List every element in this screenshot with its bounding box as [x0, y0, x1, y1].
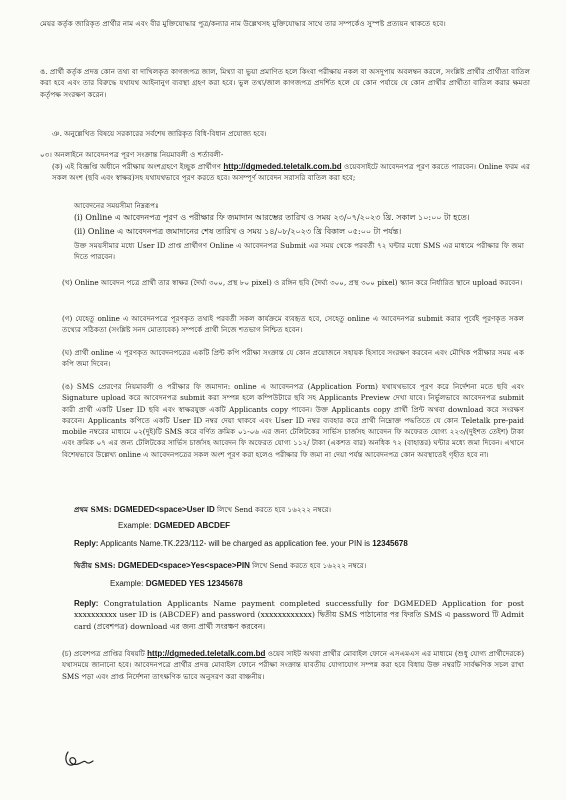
sms-first-line	[74, 504, 524, 515]
paragraph-text: মেয়র কর্তৃক জারিকৃত প্রার্থীর নাম এবং বীর মুক্তিযোদ্ধার পুত্র/কন্যার নাম উল্লেখসহ মুক্তিযোদ্ধার সাথে তার সম্পর্কেও সুস্পষ্ট প্রত্যয়ন থাকতে হবে।	[40, 19, 446, 28]
example-second-label: Example:	[110, 579, 144, 588]
website-link[interactable]: http://dgmeded.teletalk.com.bd	[223, 162, 342, 171]
example-second-code: DGMEDED YES 12345678	[145, 579, 243, 588]
sms-first-format: DGMEDED<space>User ID	[113, 505, 215, 514]
sms-second-line	[74, 560, 524, 571]
paragraph-text: ওয়েব সাইট অথবা প্রার্থীর মোবাইল ফোনে এসএমএস এর মাধ্যমে (শুধু যোগ্য প্রার্থীদেরকে) যথাসময়ে জানানো হবে। আবেদনপত্রে প্রার্থীর প্রদত্ত মোবাইল ফোনে পরীক্ষা সংক্রান্ত যাবতীয় যোগাযোগ সম্পন্ন করা হবে বিধায় উক্ত নম্বরটি সার্বক্ষণিক সচল রাখা SMS পড়া এবং প্রাপ্ত নির্দেশনা তাৎক্ষণিক ভাবে অনুসরণ করা বাঞ্চনীয়।	[62, 649, 525, 681]
paragraph-ka	[52, 161, 530, 184]
sms-second-instruction: লিখে Send করতে হবে ১৬২২২ নম্বরে।	[249, 561, 367, 570]
reply-first-text: Applicants Name.TK.223/112- will be charged as application fee. your PIN is	[98, 539, 373, 548]
website-link[interactable]: http://dgmeded.teletalk.com.bd	[147, 649, 266, 658]
sms-first-instruction: লিখে Send করতে হবে ১৬২২২ নম্বরে।	[214, 505, 332, 514]
paragraph-text: (ঘ) প্রার্থী online এ পূরণকৃত আবেদনপত্রের একটি প্রিন্ট কপি পরীক্ষা সংক্রান্ত যে কোন প্রয়োজনে সহায়ক হিসাবে সংরক্ষণ করবেন এবং মৌখিক পরীক্ষার সময় এক কপি জমা দিবেন।	[62, 348, 524, 369]
paragraph-gha	[62, 347, 524, 370]
paragraph-nga	[40, 66, 530, 100]
paragraph-text: (ক) এই বিজ্ঞপ্তি অধীনে পরীক্ষায় অংশগ্রহণে ইচ্ছুক প্রার্থীগণ	[52, 162, 224, 171]
deadline-end	[74, 226, 524, 237]
section-heading-text: ০৩। অনলাইনে আবেদনপত্র পূরণ সংক্রান্ত নিয়মাবলী ও শর্তাবলী-	[40, 150, 224, 159]
deadline-start-text: (i) Online এ আবেদনপত্র পূরণ ও পরীক্ষার ফি জমাদান আরম্ভের তারিখ ও সময় ২৩/০৭/২০২৩ খ্রি. সকাল ১০:০০ টা হতে।	[74, 213, 470, 222]
reply-second-paragraph	[74, 598, 524, 632]
example-first-code: DGMEDED ABCDEF	[153, 521, 231, 530]
paragraph-uma	[62, 381, 524, 460]
paragraph-text: (চ) প্রবেশপত্র প্রাপ্তির বিষয়টি	[62, 649, 148, 658]
paragraph-cha	[62, 648, 524, 682]
reply-first-line	[74, 538, 524, 549]
reply-first-label: Reply:	[74, 539, 99, 548]
deadline-heading	[74, 200, 524, 211]
paragraph-text: (গ) যেহেতু online এ আবেদনপত্রে পূরণকৃত তথ্যই পরবর্তী সকল কার্যক্রমে ব্যবহৃত হবে, সেহেতু online এ আবেদনপত্র submit করার পূর্বেই পূরণকৃত সকল তথ্যের সঠিকতা (সংশ্লিষ্ট সনদ মোতাবেক) সম্পর্কে প্রার্থী নিজে শতভাগ নিশ্চিত হবেন।	[62, 314, 524, 335]
example-first-line	[118, 520, 518, 531]
deadline-heading-text: আবেদনের সময়সীমা নিম্নরূপঃ	[74, 201, 159, 210]
signature-mark	[62, 748, 96, 770]
reply-second-text: Congratulation Applicants Name payment completed successfully for DGMEDED Application for post xxxxxxxxxx user ID is (ABCDEF) and password (xxxxxxxxxxxx) দ্বিতীয় SMS পাঠানোর পর ফিরতি SMS এ password টি Admit card (প্রবেশপত্র) download এর জন্য প্রার্থী সংরক্ষণ করবেন।	[74, 599, 524, 631]
paragraph-text: ওয়েবসাইটে আবেদনপত্র পূরণ করতে পারবেন। Online ফরম এর সকল অংশ (ছবি এবং স্বাক্ষর)সহ যথাযথভাবে পূরণ করতে হবে। অসম্পূর্ণ আবেদন সরাসরি বাতিল করা হবে;	[52, 162, 531, 183]
deadline-end-text: (ii) Online এ আবেদনপত্র জমাদানের শেষ তারিখ ও সময় ১৪/০৮/২০২৩ খ্রি বিকাল ০৫:০০ টা পর্যন্ত।	[74, 227, 402, 236]
deadline-note-text: উক্ত সময়সীমার মধ্যে User ID প্রাপ্ত প্রার্থীগণ Online এ আবেদনপত্র Submit এর সময় থেকে পরবর্তী ৭২ ঘন্টার মধ্যে SMS এর মাধ্যমে পরীক্ষার ফি জমা দিতে পারবেন।	[74, 241, 524, 262]
paragraph-ga	[62, 313, 524, 336]
paragraph-text: (ঙ) SMS প্রেরণের নিয়মাবলী ও পরীক্ষার ফি জমাদান: online এ আবেদনপত্র (Application Form) যথাযথভাবে পূরণ করে নির্দেশনা মতে ছবি এবং Signature upload করে আবেদনপত্র submit করা সম্পন্ন হলে কম্পিউটারে ছবি সহ Applicants Preview দেখা যাবে। নির্ভুলভাবে আবেদনপত্র submit কারী প্রার্থী একটি User ID ছবি এবং স্বাক্ষরযুক্ত একটি Applicants copy পাবেন। উক্ত Applicants copy প্রার্থী প্রিন্ট অথবা download করে সংরক্ষণ করবেন। Applicants কপিতে একটি User ID নম্বর দেয়া থাকবে এবং User ID নম্বর ব্যবহার করে প্রার্থী নিম্নোক্ত পদ্ধতিতে যে কোন Teletalk pre-paid mobile নম্বরের মাধ্যমে ০২(দুই)টি SMS করে বর্ণিত ক্রমিক ০১-০৬ এর জন্য টেলিটকের সার্ভিস চার্জসহ আবেদন ফি অফেরত যোগ্য ২২৩/(দুইশত তেইশ) টাকা এবং ক্রমিক ০৭ এর জন্য টেলিটকের সার্ভিস চার্জসহ আবেদন ফি অফেরত যোগ্য ১১২/ টাকা (একশত বার) অনধিক ৭২ (বাহাত্তর) ঘন্টার মধ্যে জমা দিবেন। এখানে বিশেষভাবে উল্লেখ্য online এ আবেদনপত্রের সকল অংশ পূরণ করা হলেও পরীক্ষার ফি জমা না দেয়া পর্যন্ত আবেদনপত্র কোন অবস্থাতেই গৃহীত হবে না।	[62, 382, 524, 459]
deadline-note	[74, 240, 524, 263]
sms-second-format: DGMEDED<space>Yes<space>PIN	[117, 561, 250, 570]
example-second-line	[110, 578, 510, 589]
sms-second-label: দ্বিতীয় SMS:	[74, 561, 116, 570]
reply-first-pin: 12345678	[372, 539, 408, 548]
deadline-start	[74, 212, 524, 223]
paragraph-text: (খ) Online আবেদন পত্রে প্রার্থী তার স্বাক্ষর (দৈর্ঘ্য ৩০০, প্রস্থ ৮০ pixel) ও রঙ্গিন ছবি (দৈর্ঘ্য ৩০০, প্রস্থ ৩০০ pixel) স্ক্যান করে নির্ধারিত স্থানে upload করবেন।	[62, 278, 523, 287]
section-heading-03	[40, 149, 530, 160]
paragraph-text: ঙ. প্রার্থী কর্তৃক প্রদত্ত কোন তথ্য বা দাখিলকৃত কাগজপত্র জাল, মিথ্যা বা ভুয়া প্রমাণিত হলে কিংবা পরীক্ষায় নকল বা অসদুপায় অবলম্বন করলে, সংশ্লিষ্ট প্রার্থীর প্রার্থীতা বাতিল করা হবে এবং তার বিরুদ্ধে যথাযথ আইনানুগ ব্যবস্থা গ্রহণ করা হবে। ভুল তথ্য/জাল কাগজপত্র প্রদর্শিত হলে যে কোন পর্যায়ে যে কোন প্রার্থীর প্রার্থীতা বাতিল করার ক্ষমতা কর্তৃপক্ষ সংরক্ষণ করেন।	[40, 67, 530, 99]
paragraph-text: ঞ. অনুল্লেখিত বিষয়ে সরকারের সর্বশেষ জারিকৃত বিধি-বিধান প্রযোজ্য হবে।	[52, 129, 267, 138]
paragraph-certificate	[40, 18, 530, 29]
sms-first-label: প্রথম SMS:	[74, 505, 112, 514]
reply-second-label: Reply:	[74, 599, 99, 608]
example-first-label: Example:	[118, 521, 152, 530]
paragraph-nya	[52, 128, 522, 139]
paragraph-kha	[62, 277, 524, 288]
